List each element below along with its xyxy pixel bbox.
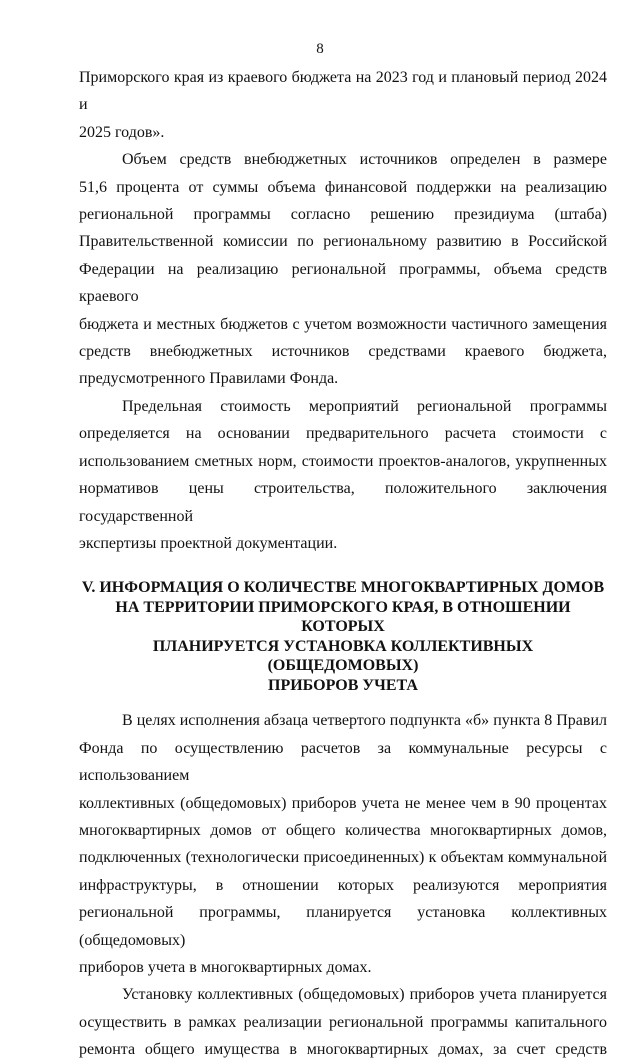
text-line: Предельная стоимость мероприятий региональной программы — [122, 397, 607, 415]
text-line: средств внебюджетных источников средствами краевого бюджета, — [79, 343, 607, 361]
text-line: Объем средств внебюджетных источников определен в размере — [122, 151, 607, 169]
paragraph-extrabudgetary-funds — [79, 146, 607, 393]
heading-line: ПРИБОРОВ УЧЕТА — [268, 676, 418, 694]
page-number: 8 — [316, 41, 324, 57]
heading-line: V. ИНФОРМАЦИЯ О КОЛИЧЕСТВЕ МНОГОКВАРТИРНЫХ ДОМОВ — [81, 579, 605, 597]
text-line: коллективных (общедомовых) приборов учета не менее чем в 90 процентах — [79, 794, 607, 812]
text-line: нормативов цены строительства, положительного заключения государственной — [79, 480, 607, 525]
text-line: определяется на основании предварительного расчета стоимости с — [79, 425, 607, 443]
section-heading — [79, 578, 607, 695]
paragraph-installation-plan — [79, 981, 607, 1063]
text-line: Фонда по осуществлению расчетов за коммунальные ресурсы с использованием — [79, 739, 607, 785]
text-line: осуществить в рамках реализации региональной программы капитального — [79, 1013, 607, 1031]
text-line: 51,6 процента от суммы объема финансовой поддержки на реализацию — [79, 178, 607, 196]
paragraph-metering-devices — [79, 707, 607, 981]
text-line: инфраструктуры, в отношении которых реализуются мероприятия — [79, 876, 607, 894]
document-body — [79, 64, 607, 1064]
text-line: приборов учета в многоквартирных домах. — [79, 958, 372, 976]
text-line: Установку коллективных (общедомовых) приборов учета планируется — [122, 986, 607, 1004]
text-line: предусмотренного Правилами Фонда. — [79, 370, 339, 388]
heading-line: НА ТЕРРИТОРИИ ПРИМОРСКОГО КРАЯ, В ОТНОШЕНИИ КОТОРЫХ — [115, 598, 571, 636]
text-line: экспертизы проектной документации. — [79, 534, 338, 552]
text-line: бюджета и местных бюджетов с учетом возможности частичного замещения — [79, 315, 607, 333]
text-line: ремонта общего имущества в многоквартирных домах, за счет средств — [79, 1041, 607, 1059]
text-line: использованием сметных норм, стоимости проектов-аналогов, укрупненных — [79, 452, 607, 470]
text-line: Приморского края из краевого бюджета на 2023 год и плановый период 2024 и — [79, 69, 607, 114]
text-line: региональной программы согласно решению президиума (штаба) — [79, 206, 607, 224]
text-line: многоквартирных домов от общего количества многоквартирных домов, — [79, 821, 607, 839]
text-line: подключенных (технологически присоединенных) к объектам коммунальной — [79, 849, 607, 867]
text-line: 2025 годов». — [79, 123, 165, 141]
text-line: В целях исполнения абзаца четвертого подпункта «б» пункта 8 Правил — [122, 712, 607, 730]
paragraph-cost-limit — [79, 393, 607, 557]
paragraph-continuation — [79, 64, 607, 146]
heading-line: ПЛАНИРУЕТСЯ УСТАНОВКА КОЛЛЕКТИВНЫХ (ОБЩЕДОМОВЫХ) — [152, 637, 534, 675]
text-line: региональной программы, планируется установка коллективных (общедомовых) — [79, 904, 607, 949]
text-line: Федерации на реализацию региональной программы, объема средств краевого — [79, 260, 607, 306]
text-line: Правительственной комиссии по региональному развитию в Российской — [79, 233, 607, 251]
